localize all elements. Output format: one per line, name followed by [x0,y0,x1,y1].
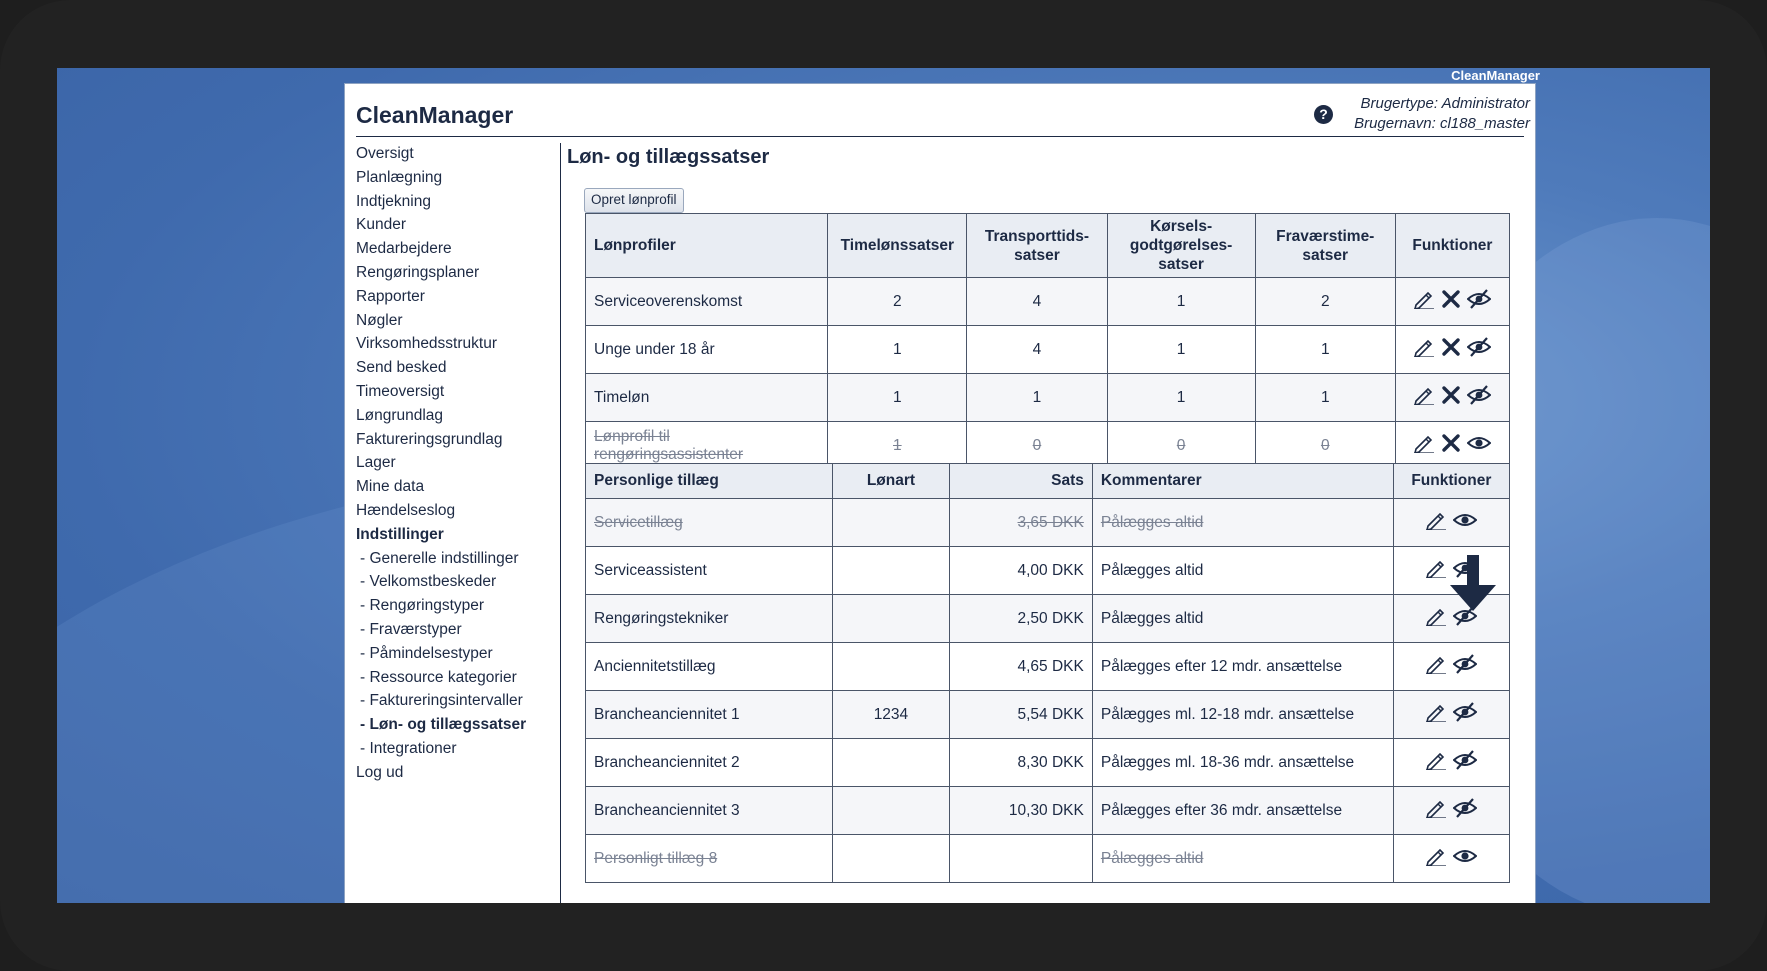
rate-count: 2 [828,278,967,326]
sidebar-item[interactable]: - Integrationer [360,739,457,757]
column-header: Timelønssatser [828,214,967,278]
rate-count: 1 [1255,374,1395,422]
comment: Pålægges altid [1092,499,1393,547]
eye-slash-icon[interactable] [1467,289,1491,314]
sidebar-item[interactable]: Medarbejdere [356,240,452,258]
personal-allowances-table [585,463,1510,883]
comment: Pålægges ml. 12-18 mdr. ansættelse [1092,691,1393,739]
delete-x-icon[interactable] [1441,385,1461,410]
rate: 8,30 DKK [950,739,1093,787]
pencil-icon[interactable] [1413,337,1435,362]
sidebar-item[interactable]: Indstillinger [356,525,444,543]
rate: 2,50 DKK [950,595,1093,643]
allowance-name[interactable]: Rengøringstekniker [586,595,833,643]
sidebar-item[interactable]: - Påmindelsestyper [360,644,493,662]
window-title: CleanManager [1451,68,1540,83]
table-row [586,835,1510,883]
pencil-icon[interactable] [1425,846,1447,871]
eye-slash-icon[interactable] [1453,702,1477,727]
rate-count: 1 [828,374,967,422]
allowance-name[interactable]: Servicetillæg [586,499,833,547]
allowance-name[interactable]: Brancheanciennitet 1 [586,691,833,739]
wage-type [832,739,949,787]
sidebar-item[interactable]: Nøgler [356,311,403,329]
column-header: Transporttids- satser [967,214,1107,278]
row-functions [1393,499,1509,547]
down-arrow-icon [1450,555,1496,611]
rate-count: 1 [828,326,967,374]
eye-icon[interactable] [1453,511,1477,534]
sidebar-item[interactable]: Løngrundlag [356,406,444,424]
column-header: Sats [950,464,1093,499]
rate-count: 2 [1255,278,1395,326]
pencil-icon[interactable] [1425,510,1447,535]
profile-name[interactable]: Lønprofil til rengøringsassistenter [586,422,828,470]
wage-type [832,595,949,643]
main-content [567,142,1527,867]
table-row [586,278,1510,326]
comment: Pålægges efter 12 mdr. ansættelse [1092,643,1393,691]
desktop-background [57,68,1710,903]
column-header: Funktioner [1395,214,1509,278]
sidebar-item[interactable]: Rengøringsplaner [356,263,480,281]
sidebar-item[interactable]: - Faktureringsintervaller [360,692,523,710]
allowance-name[interactable]: Anciennitetstillæg [586,643,833,691]
row-functions [1393,643,1509,691]
comment: Pålægges altid [1092,547,1393,595]
row-functions [1393,739,1509,787]
sidebar-item[interactable]: Rapporter [356,287,425,305]
wage-type [832,547,949,595]
pencil-icon[interactable] [1425,798,1447,823]
row-functions [1395,374,1509,422]
column-header: Funktioner [1393,464,1509,499]
sidebar-item[interactable]: - Rengøringstyper [360,597,485,615]
pencil-icon[interactable] [1425,558,1447,583]
allowance-name[interactable]: Brancheanciennitet 2 [586,739,833,787]
wage-type [832,787,949,835]
sidebar-item[interactable]: Planlægning [356,168,443,186]
rate-count: 4 [967,326,1107,374]
delete-x-icon[interactable] [1441,337,1461,362]
column-header: Personlige tillæg [586,464,833,499]
app-window [344,83,1536,903]
eye-slash-icon[interactable] [1453,798,1477,823]
column-header: Kørsels- godtgørelses- satser [1107,214,1255,278]
sidebar-item[interactable]: - Løn- og tillægssatser [360,716,527,734]
row-functions [1393,691,1509,739]
wage-type [832,835,949,883]
row-functions [1395,278,1509,326]
page-title: Løn- og tillægssatser [567,146,770,168]
rate-count: 1 [967,374,1107,422]
wage-type [832,643,949,691]
pencil-icon[interactable] [1413,289,1435,314]
rate-count: 0 [1255,422,1395,470]
sidebar-item[interactable]: - Generelle indstillinger [360,549,519,567]
sidebar-item[interactable]: - Ressource kategorier [360,668,517,686]
rate-count: 1 [1107,278,1255,326]
profile-name[interactable]: Unge under 18 år [586,326,828,374]
comment: Pålægges altid [1092,595,1393,643]
column-header: Lønprofiler [586,214,828,278]
pencil-icon[interactable] [1425,606,1447,631]
sidebar-item[interactable]: Log ud [356,763,404,781]
sidebar-item[interactable]: Indtjekning [356,192,431,210]
rate: 10,30 DKK [950,787,1093,835]
sidebar-item[interactable]: - Velkomstbeskeder [360,573,497,591]
rate-count: 1 [1107,374,1255,422]
salary-profiles-table [585,213,1510,470]
rate-count: 0 [1107,422,1255,470]
table-row [586,643,1510,691]
brand-title: CleanManager [356,102,514,128]
wage-type: 1234 [832,691,949,739]
row-functions [1393,787,1509,835]
sidebar-divider [560,143,561,903]
table-row [586,787,1510,835]
allowance-name[interactable]: Brancheanciennitet 3 [586,787,833,835]
table-row [586,547,1510,595]
wage-type [832,499,949,547]
table-row [586,326,1510,374]
sidebar-item[interactable]: Virksomhedsstruktur [356,335,497,353]
pencil-icon[interactable] [1413,385,1435,410]
header-divider [356,136,1524,137]
comment: Pålægges altid [1092,835,1393,883]
sidebar-item[interactable]: Lager [356,454,396,472]
pencil-icon[interactable] [1413,433,1435,458]
column-header: Lønart [832,464,949,499]
profile-name[interactable]: Serviceoverenskomst [586,278,828,326]
create-salary-profile-button[interactable]: Opret lønprofil [584,188,684,213]
pencil-icon[interactable] [1425,750,1447,775]
pencil-icon[interactable] [1425,654,1447,679]
usertype-label: Brugertype: Administrator [1360,95,1530,112]
comment: Pålægges ml. 18-36 mdr. ansættelse [1092,739,1393,787]
eye-slash-icon[interactable] [1467,337,1491,362]
username-label: Brugernavn: cl188_master [1354,115,1530,132]
rate [950,835,1093,883]
eye-slash-icon[interactable] [1467,385,1491,410]
table-row [586,374,1510,422]
rate: 4,65 DKK [950,643,1093,691]
rate-count: 1 [1107,326,1255,374]
rate-count: 1 [1255,326,1395,374]
table-row [586,691,1510,739]
sidebar-menu [356,142,546,785]
eye-icon[interactable] [1453,847,1477,870]
sidebar-item[interactable]: Oversigt [356,145,414,162]
sidebar-item[interactable]: Send besked [356,359,447,377]
delete-x-icon[interactable] [1441,289,1461,314]
eye-slash-icon[interactable] [1453,654,1477,679]
row-functions [1395,326,1509,374]
rate-count: 4 [967,278,1107,326]
table-row [586,595,1510,643]
sidebar-item[interactable]: - Fraværstyper [360,620,462,638]
table-row [586,499,1510,547]
row-functions [1393,835,1509,883]
allowance-name[interactable]: Serviceassistent [586,547,833,595]
column-header: Fraværstime- satser [1255,214,1395,278]
rate: 4,00 DKK [950,547,1093,595]
allowance-name[interactable]: Personligt tillæg 8 [586,835,833,883]
rate-count: 0 [967,422,1107,470]
question-circle-icon[interactable]: ? [1314,105,1333,124]
rate: 5,54 DKK [950,691,1093,739]
rate: 3,65 DKK [950,499,1093,547]
table-row [586,739,1510,787]
pencil-icon[interactable] [1425,702,1447,727]
delete-x-icon[interactable] [1441,433,1461,458]
column-header: Kommentarer [1092,464,1393,499]
user-info [1354,94,1530,134]
sidebar-item[interactable]: Faktureringsgrundlag [356,430,503,448]
sidebar-item[interactable]: Timeoversigt [356,382,445,400]
eye-slash-icon[interactable] [1453,750,1477,775]
eye-icon[interactable] [1467,434,1491,457]
profile-name[interactable]: Timeløn [586,374,828,422]
sidebar-item[interactable]: Kunder [356,216,406,234]
sidebar-item[interactable]: Mine data [356,478,425,496]
rate-count: 1 [828,422,967,470]
comment: Pålægges efter 36 mdr. ansættelse [1092,787,1393,835]
sidebar-item[interactable]: Hændelseslog [356,501,456,519]
